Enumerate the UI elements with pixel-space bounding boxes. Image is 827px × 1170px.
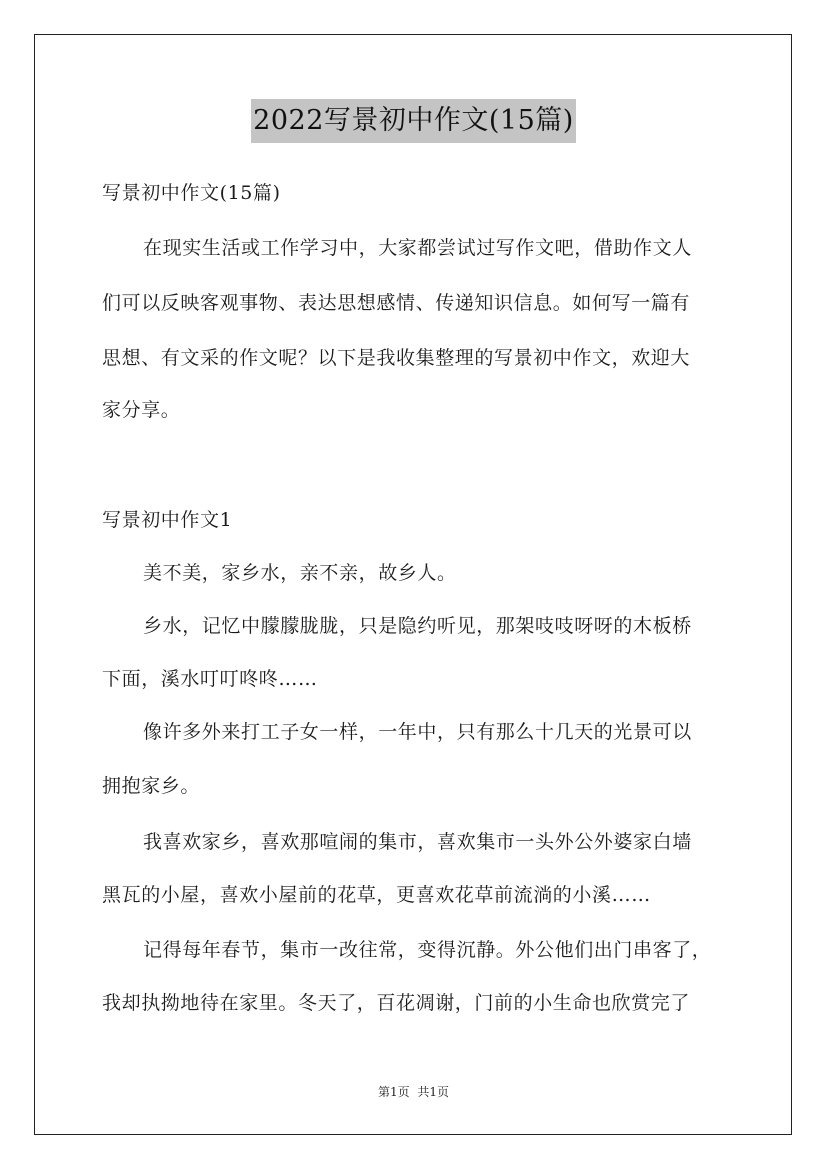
paragraph-line: 乡水，记忆中朦朦胧胧，只是隐约听见，那架吱吱呀呀的木板桥: [143, 615, 692, 637]
paragraph-line: 美不美，家乡水，亲不亲，故乡人。: [143, 562, 457, 584]
paragraph-line: 我喜欢家乡，喜欢那喧闹的集市，喜欢集市一头外公外婆家白墙: [143, 831, 692, 853]
paragraph-line: 下面，溪水叮叮咚咚……: [102, 668, 318, 690]
paragraph-line: 黑瓦的小屋，喜欢小屋前的花草，更喜欢花草前流淌的小溪……: [102, 884, 651, 906]
subtitle-line: 写景初中作文(15篇): [102, 182, 281, 204]
paragraph-line: 我却执拗地待在家里。冬天了，百花凋谢，门前的小生命也欣赏完了: [102, 992, 691, 1014]
paragraph-line: 拥抱家乡。: [102, 775, 201, 797]
section-heading: 写景初中作文1: [102, 509, 233, 531]
paragraph-line: 像许多外来打工子女一样，一年中，只有那么十几天的光景可以: [143, 721, 692, 743]
paragraph-line: 思想、有文采的作文呢？以下是我收集整理的写景初中作文，欢迎大: [102, 347, 691, 369]
paragraph-line: 们可以反映客观事物、表达思想感情、传递知识信息。如何写一篇有: [102, 292, 691, 314]
paragraph-line: 记得每年春节，集市一改往常，变得沉静。外公他们出门串客了，: [143, 939, 712, 961]
paragraph-line: 家分享。: [102, 399, 181, 421]
paragraph-line: 在现实生活或工作学习中，大家都尝试过写作文吧，借助作文人: [143, 237, 692, 259]
title-container: [0, 99, 827, 143]
document-title: 2022写景初中作文(15篇): [251, 99, 576, 143]
page-number: 第1页: [378, 1085, 410, 1099]
page-footer: [0, 1083, 827, 1100]
page-total: 共1页: [417, 1085, 449, 1099]
